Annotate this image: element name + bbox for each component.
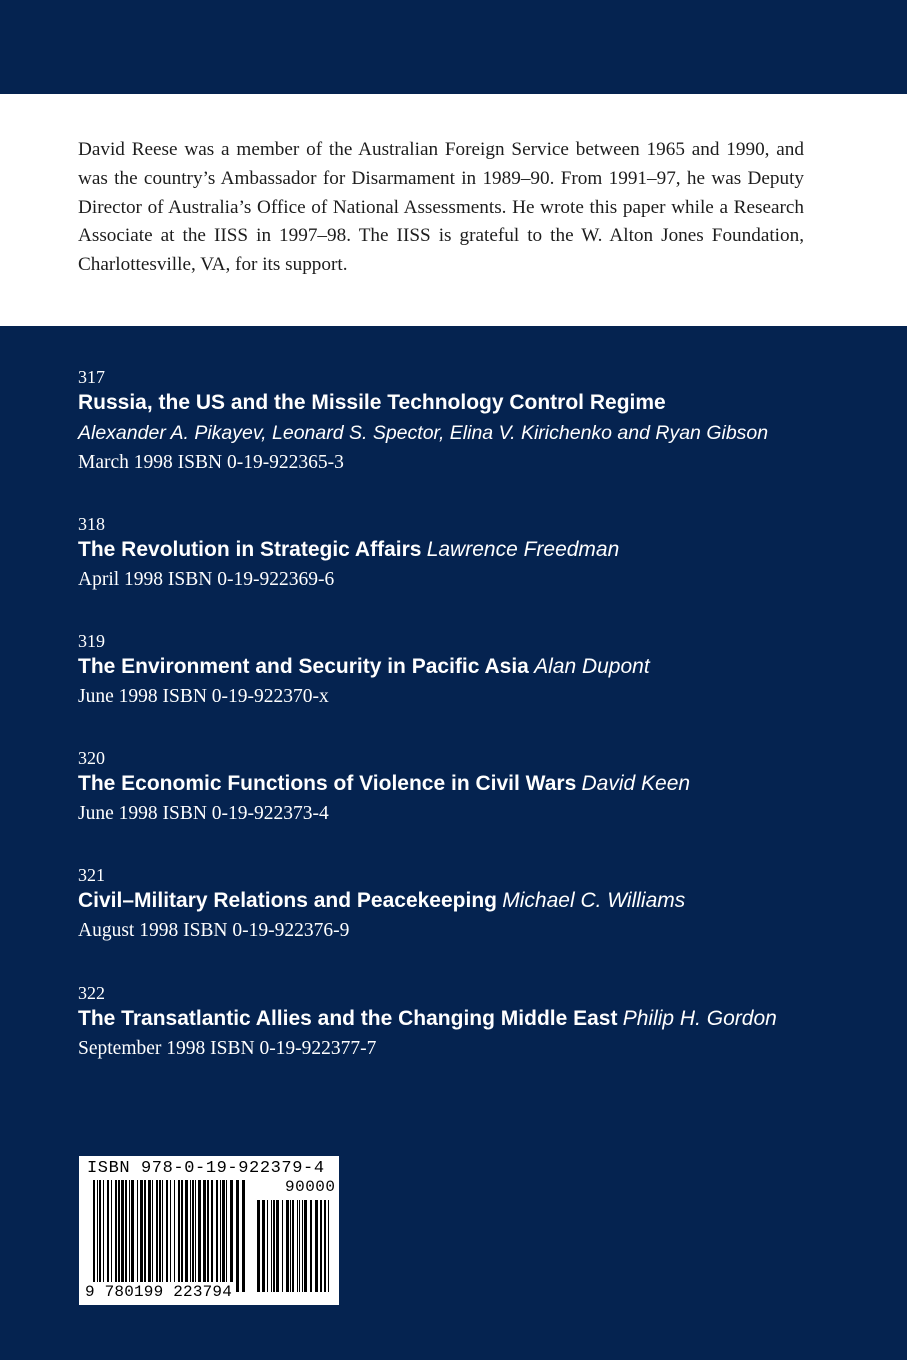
barcode-bar [226,1180,227,1292]
barcode-bar [97,1180,98,1292]
list-item [78,631,878,712]
barcode-bar [137,1180,138,1292]
barcode-bar [267,1200,268,1292]
barcode-bar [220,1180,221,1292]
isbn-label: ISBN 978-0-19-922379-4 [87,1159,325,1178]
barcode-bar [273,1200,275,1292]
barcode-bar [216,1180,218,1292]
paper-publication-info: April 1998 ISBN 0-19-922369-6 [78,569,335,590]
barcode-bar [185,1180,188,1292]
barcode-bar [286,1200,289,1292]
barcode-bar [328,1200,329,1292]
barcode-bar [271,1200,272,1292]
list-item [78,367,878,478]
price-code: 90000 [285,1178,336,1196]
barcode-bar [304,1200,307,1292]
paper-publication-info: September 1998 ISBN 0-19-922377-7 [78,1038,377,1059]
barcode-bar [299,1200,300,1292]
paper-number: 320 [78,748,105,768]
paper-number: 321 [78,865,105,885]
barcode-bar [276,1200,279,1292]
barcode-bar [203,1180,206,1292]
paper-author: Philip H. Gordon [622,1007,777,1030]
barcode-bar [159,1180,161,1292]
barcode-bar [315,1200,318,1292]
top-color-band [0,0,907,94]
paper-publication-info: June 1998 ISBN 0-19-922373-4 [78,803,329,824]
paper-authors: Alexander A. Pikayev, Leonard S. Spector, Elina V. Kirichenko and Ryan Gibson [78,422,769,444]
barcode-bar [121,1180,124,1292]
barcode-bar [152,1180,153,1292]
barcode-bar [111,1180,112,1292]
barcode-bar [222,1180,225,1292]
barcode-bar [242,1180,245,1292]
barcode-bar [211,1180,213,1292]
paper-title: The Revolution in Strategic Affairs [78,538,422,561]
barcode-bar [103,1180,104,1292]
barcode-bar [178,1180,180,1292]
list-item [78,748,878,829]
paper-number: 322 [78,983,105,1003]
list-item [78,983,878,1064]
barcode-bar [148,1180,151,1292]
isbn-barcode [79,1156,339,1305]
barcode-bar [302,1200,303,1292]
barcode-bar [290,1200,291,1292]
barcode-bar [162,1180,163,1292]
barcode-bar [93,1180,95,1292]
paper-publication-info: June 1998 ISBN 0-19-922370-x [78,686,329,707]
barcode-bar [320,1200,322,1292]
barcode-bar [192,1180,194,1292]
barcode-bar [99,1180,101,1292]
barcode-bar [131,1180,134,1292]
paper-author: David Keen [581,772,691,795]
paper-title: Russia, the US and the Missile Technology Control Regime [78,391,666,414]
barcode-bar [310,1200,312,1292]
barcode-bar [262,1200,265,1292]
barcode-bar [166,1180,168,1292]
paper-author: Michael C. Williams [502,889,686,912]
paper-title: The Economic Functions of Violence in Civil Wars [78,772,577,795]
barcode-bar [195,1180,196,1292]
author-bio-text: David Reese was a member of the Australian Foreign Service between 1965 and 1990, and was the country’s Ambassador for Disarmament in 1989–90. From 1991–97, he was Deputy Director of Australia’s Office of National Assessments. He wrote this paper while a Research Associate at the IISS in 1997–98. The IISS is grateful to the W. Alton Jones Foundation, Charlottesville, VA, for its support. [78,139,804,276]
barcode-bar [282,1200,283,1292]
paper-number: 318 [78,514,105,534]
barcode-bar [198,1180,201,1292]
paper-title: The Environment and Security in Pacific Asia [78,655,529,678]
barcode-bar [107,1180,109,1292]
barcode-bar [297,1200,298,1292]
barcode-bar [181,1180,183,1292]
barcode-bar [207,1180,209,1292]
paper-number: 319 [78,631,105,651]
barcode-bar [324,1200,326,1292]
list-item [78,865,878,946]
barcode-bar [170,1180,171,1292]
barcode-bar [140,1180,143,1292]
barcode-bar [174,1180,175,1292]
paper-author: Alan Dupont [534,655,650,678]
barcode-bar [125,1180,127,1292]
paper-publication-info: March 1998 ISBN 0-19-922365-3 [78,452,344,473]
barcode-bar [230,1180,233,1292]
barcode-bar [118,1180,120,1292]
barcode-bar [115,1180,117,1292]
paper-title: Civil–Military Relations and Peacekeeping [78,889,497,912]
paper-title: The Transatlantic Allies and the Changing Middle East [78,1007,618,1030]
list-item [78,514,878,595]
paper-number: 317 [78,367,105,387]
barcode-bar [257,1200,260,1292]
barcode-bar [156,1180,158,1292]
barcode-bar [144,1180,146,1292]
paper-publication-info: August 1998 ISBN 0-19-922376-9 [78,920,350,941]
barcode-bar [190,1180,191,1292]
paper-author: Lawrence Freedman [426,538,620,561]
ean-digits: 9 780199 223794 [83,1282,235,1302]
barcode-bar [129,1180,130,1292]
barcode-bar [236,1180,239,1292]
barcode-bar [292,1200,294,1292]
